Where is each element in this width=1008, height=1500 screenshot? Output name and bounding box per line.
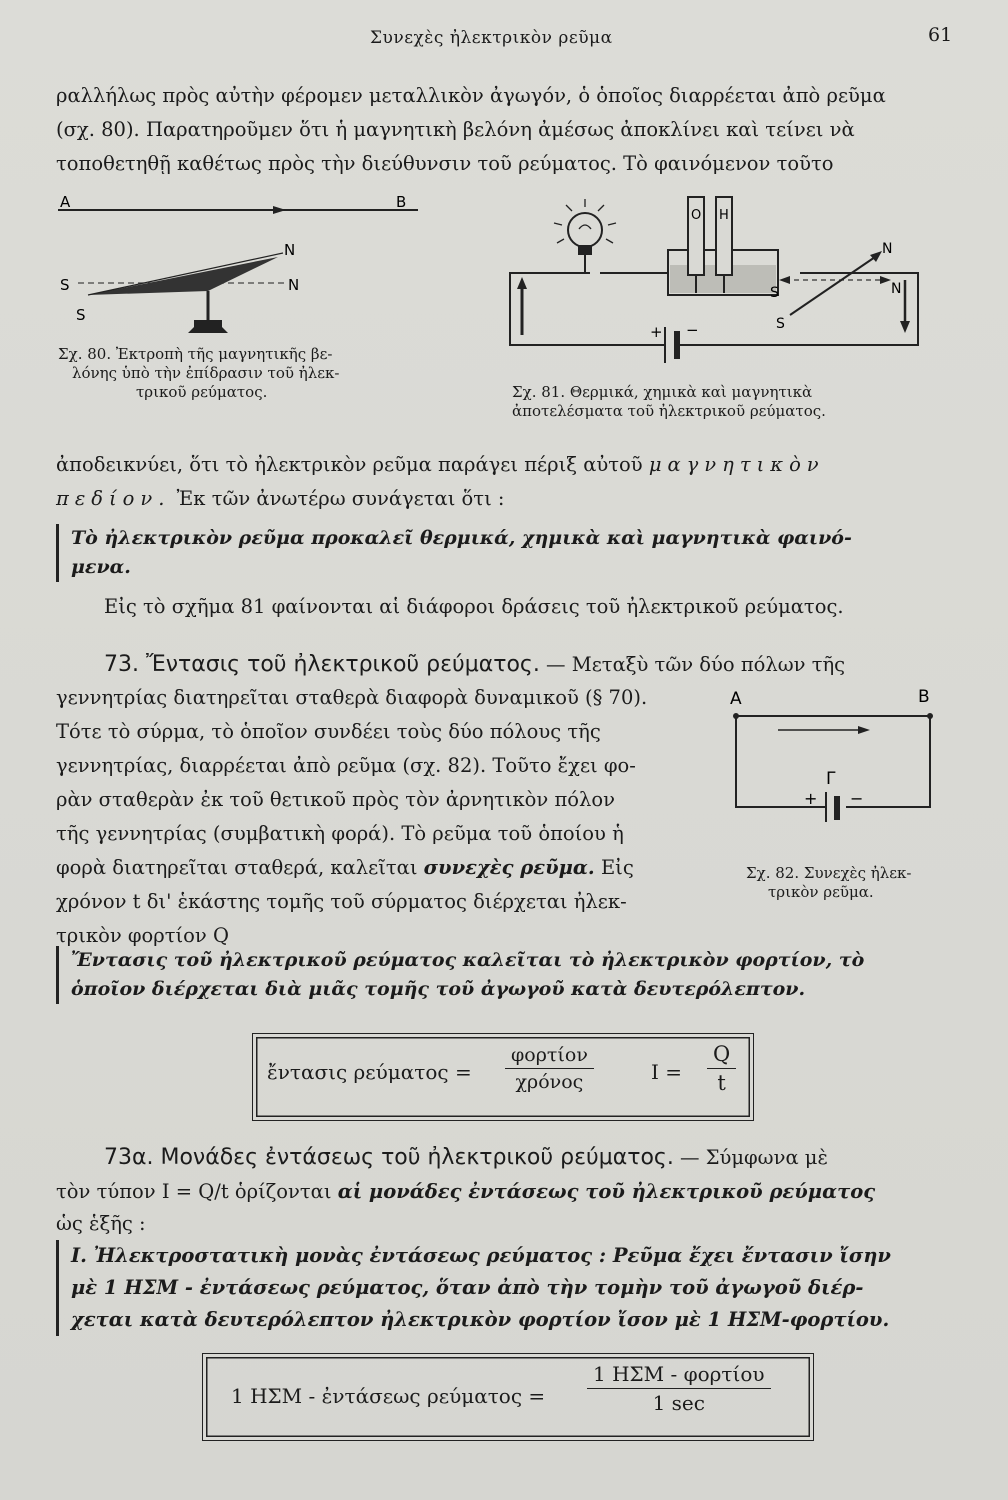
label-plus: + [650, 323, 663, 341]
definition-esu-current: I. Ἠλεκτροστατικὴ μονὰς ἐντάσεως ρεύματος : Ρεῦμα ἔχει ἔντασιν ἴσην μὲ 1 ΗΣΜ - ἐντάσεως ρεύματος, ὅταν ἀπὸ τὴν τομὴν τοῦ ἀγωγοῦ διέρ- χεται κατὰ δευτερόλεπτον ἠλεκτρικὸν φορτίον ἴσον μὲ 1 ΗΣΜ-φορτίου. [56, 1240, 976, 1336]
intro-line: ραλλήλως πρὸς αὐτὴν φέρομεν μεταλλικὸν ἀγωγόν, ὁ ὁποῖος διαρρέεται ἀπὸ ρεῦμα [56, 84, 886, 107]
definition-heat-chem-magnetic: Τὸ ἠλεκτρικὸν ρεῦμα προκαλεῖ θερμικά, χημικὰ καὶ μαγνητικὰ φαινό- μενα. [56, 524, 971, 582]
formula-intensity-box [252, 1033, 754, 1121]
section-73-line: τῆς γεννητρίας (συμβατικὴ φορά). Τὸ ρεῦμα τοῦ ὁποίου ἡ [56, 822, 624, 845]
formula-fraction: φορτίον χρόνος [505, 1044, 594, 1093]
page-number: 61 [928, 24, 953, 46]
section-73-line: χρόνον t δι' ἑκάστης τομῆς τοῦ σύρματος διέρχεται ἠλεκ- [56, 890, 627, 913]
lamp-rays [554, 199, 616, 243]
label-hydrogen: H [719, 208, 729, 223]
label-s-rest: S [60, 276, 70, 294]
formula-esu-box [202, 1353, 814, 1441]
label-minus: − [850, 789, 864, 808]
section-73-line: γεννητρίας, διαρρέεται ἀπὸ ρεῦμα (σχ. 82). Τοῦτο ἔχει φο- [56, 754, 636, 777]
label-a: A [60, 195, 71, 211]
para2-line2: πεδίον. Ἐκ τῶν ἀνωτέρω συνάγεται ὅτι : [56, 487, 505, 510]
label-n-axis: N [891, 281, 902, 297]
definition-current-intensity: Ἔντασις τοῦ ἠλεκτρικοῦ ρεύματος καλεῖται τὸ ἠλεκτρικὸν φορτίον, τὸ ὁποῖον διέρχεται διὰ μιᾶς τομῆς τοῦ ἀγωγοῦ κατὰ δευτερόλεπτον. [56, 946, 971, 1004]
label-n-rest: N [288, 276, 300, 294]
section-73a-heading: 73α. Μονάδες ἐντάσεως τοῦ ἠλεκτρικοῦ ρεύματος. [104, 1145, 674, 1170]
label-s-deflected: S [76, 306, 86, 324]
label-plus: + [804, 789, 818, 808]
label-b: B [396, 195, 407, 211]
section-73-line: φορὰ διατηρεῖται σταθερά, καλεῖται συνεχὲς ρεῦμα. Εἰς [56, 856, 634, 879]
section-73-heading: 73. Ἔντασις τοῦ ἠλεκτρικοῦ ρεύματος. [104, 652, 540, 677]
label-s-needle: S [776, 316, 785, 332]
section-73-line: τρικὸν φορτίον Q [56, 924, 229, 947]
label-a: A [730, 689, 742, 709]
section-73a-line: ὡς ἑξῆς : [56, 1212, 146, 1235]
section-73-line: γεννητρίας διατηρεῖται σταθερὰ διαφορὰ δυναμικοῦ (§ 70). [56, 686, 648, 709]
intro-line: (σχ. 80). Παρατηροῦμεν ὅτι ἡ μαγνητικὴ βελόνη ἀμέσως ἀποκλίνει καὶ τείνει νὰ [56, 118, 855, 141]
running-header: Συνεχὲς ἠλεκτρικὸν ρεῦμα [370, 28, 613, 48]
figure-81-diagram [500, 185, 950, 375]
term-continuous-current: συνεχὲς ρεῦμα. [423, 856, 595, 879]
section-73-line: Τότε τὸ σύρμα, τὸ ὁποῖον συνδέει τοὺς δύο πόλους τῆς [56, 720, 601, 743]
figure-81-caption: Σχ. 81. Θερμικά, χημικὰ καὶ μαγνητικὰ ἀποτελέσματα τοῦ ἠλεκτρικοῦ ρεύματος. [512, 383, 826, 420]
formula-lhs: ἔντασις ρεύματος = [267, 1060, 472, 1084]
label-b: B [918, 687, 930, 707]
para3: Εἰς τὸ σχῆμα 81 φαίνονται αἱ διάφοροι δράσεις τοῦ ἠλεκτρικοῦ ρεύματος. [104, 595, 844, 618]
section-73-line: ρὰν σταθερὰν ἐκ τοῦ θετικοῦ πρὸς τὸν ἀρνητικὸν πόλον [56, 788, 615, 811]
lamp-bulb [568, 213, 602, 247]
figure-82-caption: Σχ. 82. Συνεχὲς ἠλεκ- τρικὸν ρεῦμα. [746, 864, 912, 901]
label-s-axis: S [770, 285, 779, 301]
label-n-deflected: N [284, 241, 296, 259]
label-n-needle: N [882, 241, 893, 257]
label-oxygen: O [691, 208, 702, 223]
needle-stand [188, 320, 228, 333]
para2-line1: ἀποδεικνύει, ὅτι τὸ ἠλεκτρικὸν ρεῦμα παράγει πέριξ αὐτοῦ μαγνητικὸν [56, 453, 825, 476]
formula-esu-lhs: 1 ΗΣΜ - ἐντάσεως ρεύματος = [231, 1384, 546, 1408]
section-73a-line: τὸν τύπον I = Q/t ὁρίζονται αἱ μονάδες ἐντάσεως τοῦ ἠλεκτρικοῦ ρεύματος [56, 1180, 876, 1203]
label-generator: Γ [826, 769, 836, 789]
figure-80-diagram [48, 195, 428, 350]
formula-esu-fraction: 1 ΗΣΜ - φορτίου 1 sec [587, 1362, 771, 1415]
section-73a-heading-line: 73α. Μονάδες ἐντάσεως τοῦ ἠλεκτρικοῦ ρεύματος. — Σύμφωνα μὲ [104, 1145, 828, 1170]
figure-82-diagram [718, 682, 948, 852]
label-minus: − [686, 321, 699, 339]
intro-line: τοποθετηθῇ καθέτως πρὸς τὴν διεύθυνσιν τοῦ ρεύματος. Τὸ φαινόμενον τοῦτο [56, 152, 834, 175]
figure-80-caption: Σχ. 80. Ἐκτροπὴ τῆς μαγνητικῆς βε- λόνης ὑπὸ τὴν ἐπίδρασιν τοῦ ἠλεκ- τρικοῦ ρεύματος. [58, 345, 340, 401]
formula-symbol-fraction: $\frac{Q}{t}$ [707, 1042, 736, 1095]
formula-symbol-lhs: I = [651, 1060, 683, 1084]
section-73-heading-line: 73. Ἔντασις τοῦ ἠλεκτρικοῦ ρεύματος. — Μεταξὺ τῶν δύο πόλων τῆς [104, 652, 846, 677]
